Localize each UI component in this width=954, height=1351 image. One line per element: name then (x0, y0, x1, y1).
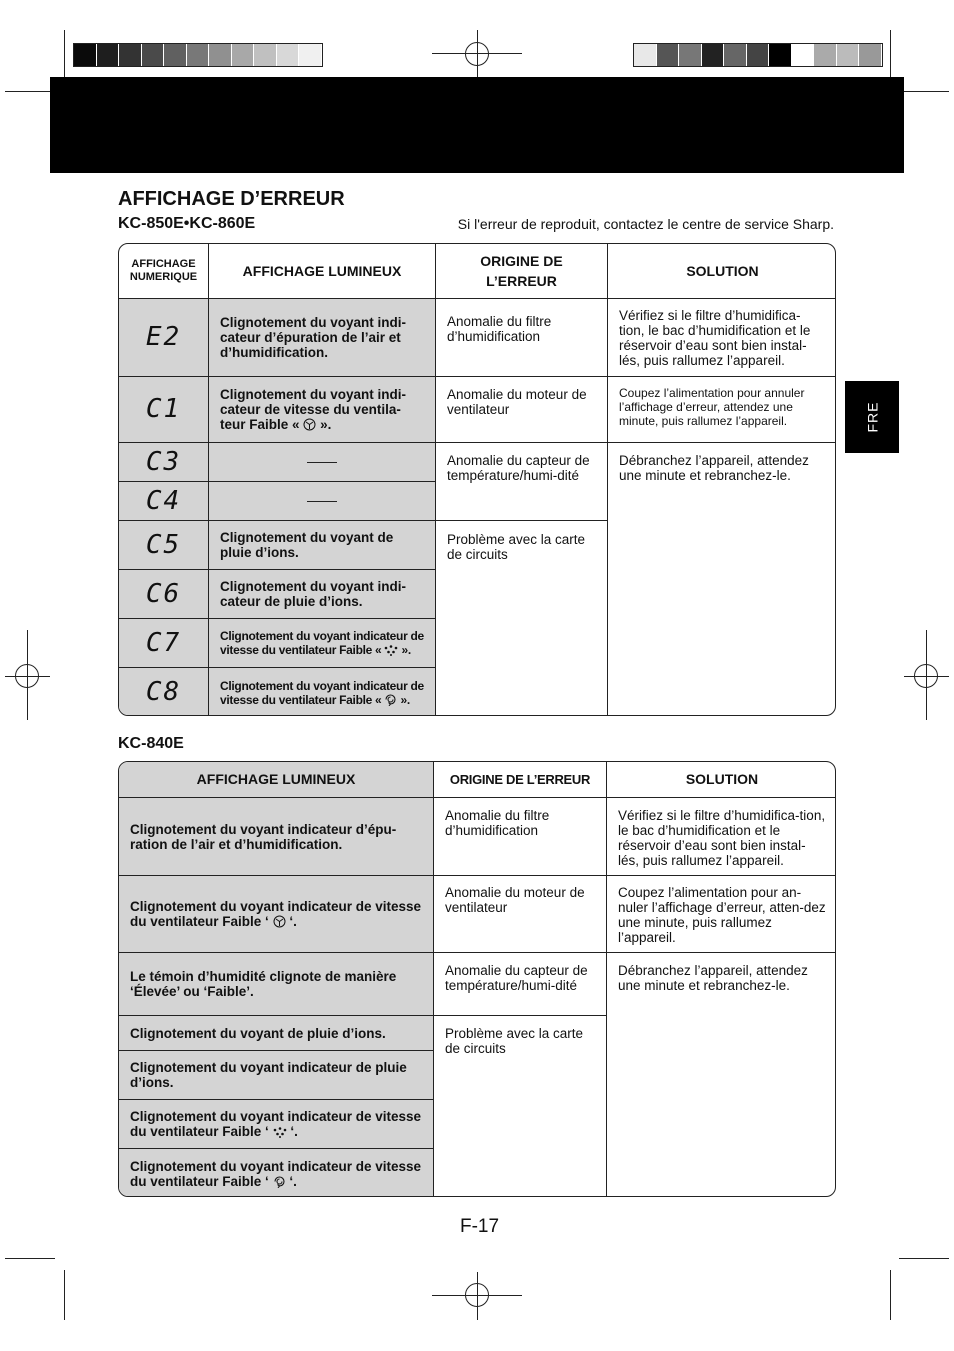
light2-r1-text: Clignotement du voyant indicateur d’épu-ration de l’air et d’humidification. (130, 821, 397, 852)
light-c1-text (220, 387, 424, 432)
registration-mark (465, 1283, 489, 1307)
light-c6-text: Clignotement du voyant indi-cateur de pluie d’ions. (220, 579, 406, 609)
error-table-kc850 (118, 243, 836, 716)
light-c7-text (220, 629, 424, 657)
light2-r3 (119, 953, 434, 1016)
code-e2: E2 (119, 299, 209, 377)
origin2-sensor: Anomalie du capteur de température/humi-dité (434, 953, 607, 1016)
section1-note: Si l'erreur de reproduit, contactez le centre de service Sharp. (457, 216, 834, 232)
page-title: AFFICHAGE D’ERREUR (118, 188, 345, 210)
light-c1-label: Clignotement du voyant indi-cateur de vitesse du ventila-teur Faible « (220, 387, 406, 432)
light2-r2-text (130, 899, 422, 929)
col-header-solution: SOLUTION (608, 244, 836, 299)
light2-r4 (119, 1016, 434, 1051)
light-e2-text: Clignotement du voyant indi-cateur d’épuration de l’air et d’humidification. (220, 315, 406, 360)
origin-motor: Anomalie du moteur de ventilateur (436, 377, 608, 443)
code-c3: C3 (119, 443, 209, 482)
light2-r7-end: ‘. (289, 1173, 297, 1189)
light2-r5 (119, 1051, 434, 1100)
col-header-digital: AFFICHAGE NUMERIQUE (119, 244, 209, 299)
dash-none (307, 462, 337, 463)
light2-r6 (119, 1100, 434, 1149)
origin-board: Problème avec la carte de circuits (436, 521, 608, 716)
origin-filter: Anomalie du filtre d’humidification (436, 299, 608, 377)
section2-models: KC-840E (118, 735, 184, 752)
light2-r6-text (130, 1109, 422, 1139)
light-c7 (209, 619, 436, 668)
swirl-icon (273, 1175, 286, 1188)
light-c8-label: Clignotement du voyant indicateur de vitesse du ventilateur Faible « (220, 678, 424, 707)
light-c5 (209, 521, 436, 570)
col-header-origin-2: ORIGINE DE L’ERREUR (434, 762, 607, 798)
col-header-light: AFFICHAGE LUMINEUX (209, 244, 436, 299)
col-header-origin: ORIGINE DE L’ERREUR (436, 244, 608, 299)
solution-filter: Vérifiez si le filtre d’humidifica-tion, le bac d’humidification et le réservoir d’eau sont bien instal-lés, puis rallumez l’appareil. (608, 299, 836, 377)
registration-mark (465, 42, 489, 66)
origin2-motor: Anomalie du moteur de ventilateur (434, 876, 607, 953)
light-c8 (209, 668, 436, 716)
ion-dots-icon (384, 645, 398, 656)
color-bar-left (73, 43, 323, 67)
light-c5-text: Clignotement du voyant de pluie d’ions. (220, 530, 394, 560)
registration-mark (914, 664, 938, 688)
light2-r7 (119, 1149, 434, 1197)
crop-mark (5, 1258, 55, 1259)
ion-dots-icon (273, 1127, 287, 1138)
light2-r2-end: ‘. (289, 914, 297, 929)
light-c1-end: ». (320, 417, 332, 432)
origin2-board: Problème avec la carte de circuits (434, 1016, 607, 1197)
swirl-icon (384, 693, 397, 706)
code-c6: C6 (119, 570, 209, 619)
light-c8-text (220, 679, 424, 707)
light2-r5-text: Clignotement du voyant indicateur de pluie d’ions. (130, 1060, 407, 1090)
code-c4: C4 (119, 482, 209, 521)
dash-none (307, 501, 337, 502)
crop-mark (899, 91, 949, 92)
solution2-filter: Vérifiez si le filtre d’humidifica-tion, le bac d’humidification et le réservoir d’eau sont bien instal-lés, puis rallumez l’appareil. (607, 798, 836, 876)
color-bar-right (633, 43, 883, 67)
language-label: FRE (864, 401, 880, 433)
code-c5: C5 (119, 521, 209, 570)
registration-mark (15, 664, 39, 688)
origin-sensor: Anomalie du capteur de température/humi-dité (436, 443, 608, 521)
light2-r2 (119, 876, 434, 953)
light2-r7-label: Clignotement du voyant indicateur de vitesse du ventilateur Faible ‘ (130, 1158, 422, 1189)
section1-models: KC-850E•KC-860E (118, 215, 256, 232)
code-c1: C1 (119, 377, 209, 443)
code-c7: C7 (119, 619, 209, 668)
light-c6 (209, 570, 436, 619)
crop-mark (890, 30, 891, 80)
language-tab (845, 381, 899, 453)
light-c3 (209, 443, 436, 482)
solution-unplug: Débranchez l’appareil, attendez une minute et rebranchez-le. (619, 453, 809, 483)
error-table-kc840 (118, 761, 836, 1197)
crop-mark (5, 91, 55, 92)
light2-r6-end: ‘. (290, 1124, 298, 1139)
fan-low-icon (273, 915, 286, 928)
solution2-unplug: Débranchez l’appareil, attendez une minute et rebranchez-le. (618, 963, 808, 993)
light2-r7-text (130, 1159, 422, 1189)
light2-r6-label: Clignotement du voyant indicateur de vitesse du ventilateur Faible ‘ (130, 1109, 422, 1139)
header-bar (50, 77, 904, 173)
light2-r1 (119, 798, 434, 876)
col-header-light-2: AFFICHAGE LUMINEUX (119, 762, 434, 798)
page-number: F-17 (460, 1216, 500, 1237)
solution-motor: Coupez l’alimentation pour annuler l’affichage d’erreur, attendez une minute, puis rallumez l’appareil. (608, 377, 836, 443)
code-c8: C8 (119, 668, 209, 716)
light-c4 (209, 482, 436, 521)
light-c8-end: ». (400, 692, 410, 707)
fan-low-icon (303, 418, 316, 431)
light2-r4-text: Clignotement du voyant de pluie d’ions. (130, 1025, 386, 1041)
crop-mark (64, 1270, 65, 1320)
crop-mark (64, 30, 65, 80)
solution2-motor: Coupez l’alimentation pour an-nuler l’affichage d’erreur, atten-dez une minute, puis rallumez l’appareil. (607, 876, 836, 953)
light-c7-end: ». (401, 643, 411, 657)
light-c7-label: Clignotement du voyant indicateur de vitesse du ventilateur Faible « (220, 629, 424, 657)
origin2-filter: Anomalie du filtre d’humidification (434, 798, 607, 876)
crop-mark (890, 1270, 891, 1320)
col-header-solution-2: SOLUTION (607, 762, 836, 798)
light2-r2-label: Clignotement du voyant indicateur de vitesse du ventilateur Faible ‘ (130, 899, 422, 929)
light-c1 (209, 377, 436, 443)
crop-mark (899, 1258, 949, 1259)
light-e2 (209, 299, 436, 377)
light2-r3-text: Le témoin d’humidité clignote de manière ‘Élevée’ ou ‘Faible’. (130, 969, 397, 999)
